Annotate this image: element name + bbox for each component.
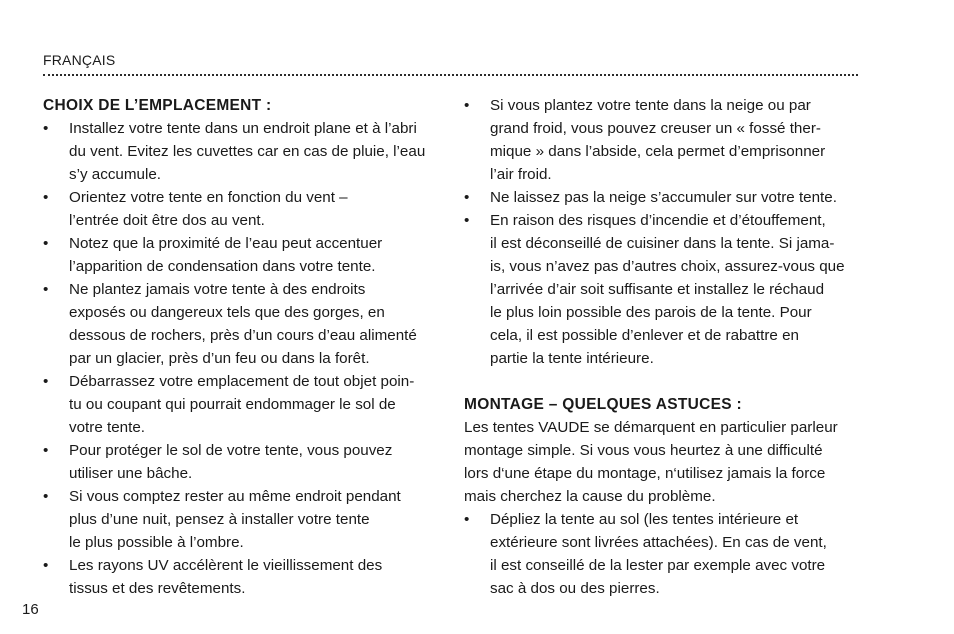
- list-item-line: tu ou coupant qui pourrait endommager le sol de: [69, 396, 396, 413]
- list-item-line: dessous de rochers, près d’un cours d’eau alimenté: [69, 327, 417, 344]
- list-item-line: Installez votre tente dans un endroit plane et à l’abri: [69, 120, 417, 137]
- paragraph-line: mais cherchez la cause du problème.: [464, 488, 716, 505]
- list-item-line: extérieure sont livrées attachées). En cas de vent,: [490, 534, 827, 551]
- left-column: [43, 94, 443, 600]
- language-label: FRANÇAIS: [43, 52, 116, 68]
- list-item: [43, 485, 443, 554]
- list-item: [43, 186, 443, 232]
- list-item-line: du vent. Evitez les cuvettes car en cas de pluie, l’eau: [69, 143, 426, 160]
- list-item-line: Les rayons UV accélèrent le vieillissement des: [69, 557, 383, 574]
- paragraph-line: montage simple. Si vous vous heurtez à une difficulté: [464, 442, 823, 459]
- list-item-line: utiliser une bâche.: [69, 465, 193, 482]
- list-item-line: s’y accumule.: [69, 166, 162, 183]
- site-choice-list: [43, 117, 443, 600]
- page-number: 16: [22, 601, 39, 618]
- bullet-symbol: •: [464, 212, 470, 229]
- bullet-symbol: •: [464, 97, 470, 114]
- paragraph-line: lors d‘une étape du montage, n‘utilisez jamais la force: [464, 465, 826, 482]
- list-item: [43, 278, 443, 370]
- list-item-line: l’arrivée d’air soit suffisante et installez le réchaud: [490, 281, 825, 298]
- list-item-line: Si vous comptez rester au même endroit pendant: [69, 488, 401, 505]
- list-item: [43, 554, 443, 600]
- list-item-line: Ne plantez jamais votre tente à des endroits: [69, 281, 366, 298]
- list-item-line: votre tente.: [69, 419, 145, 436]
- list-item-line: l’air froid.: [490, 166, 552, 183]
- list-item-line: il est déconseillé de cuisiner dans la tente. Si jama-: [490, 235, 835, 252]
- list-item: [43, 370, 443, 439]
- section-heading-setup-tips: MONTAGE – QUELQUES ASTUCES :: [464, 396, 742, 413]
- list-item-line: tissus et des revêtements.: [69, 580, 246, 597]
- list-item-line: sac à dos ou des pierres.: [490, 580, 660, 597]
- setup-tips-list: [464, 508, 860, 600]
- list-item: [464, 94, 860, 186]
- list-item-line: l’entrée doit être dos au vent.: [69, 212, 265, 229]
- list-item: [464, 186, 860, 209]
- list-item-line: grand froid, vous pouvez creuser un « fossé ther-: [490, 120, 821, 137]
- dotted-divider: [43, 74, 858, 76]
- list-item-line: le plus loin possible des parois de la tente. Pour: [490, 304, 812, 321]
- section-heading-site-choice: CHOIX DE L’EMPLACEMENT :: [43, 97, 272, 114]
- bullet-symbol: •: [43, 488, 49, 505]
- list-item: [43, 117, 443, 186]
- bullet-symbol: •: [43, 120, 49, 137]
- list-item-line: le plus possible à l’ombre.: [69, 534, 244, 551]
- list-item-line: mique » dans l’abside, cela permet d’emprisonner: [490, 143, 826, 160]
- bullet-symbol: •: [464, 189, 470, 206]
- list-item-line: Pour protéger le sol de votre tente, vous pouvez: [69, 442, 393, 459]
- list-item: [464, 508, 860, 600]
- list-item-line: Si vous plantez votre tente dans la neige ou par: [490, 97, 811, 114]
- list-item-line: Orientez votre tente en fonction du vent –: [69, 189, 348, 206]
- bullet-symbol: •: [43, 442, 49, 459]
- list-item: [464, 209, 860, 370]
- bullet-symbol: •: [43, 373, 49, 390]
- list-item-line: cela, il est possible d’enlever et de rabattre en: [490, 327, 799, 344]
- list-item-line: is, vous n’avez pas d’autres choix, assurez-vous que: [490, 258, 845, 275]
- list-item-line: Notez que la proximité de l’eau peut accentuer: [69, 235, 383, 252]
- list-item-line: il est conseillé de la lester par exemple avec votre: [490, 557, 826, 574]
- list-item-line: Débarrassez votre emplacement de tout objet poin-: [69, 373, 415, 390]
- section-spacer: [464, 370, 860, 393]
- bullet-symbol: •: [43, 235, 49, 252]
- list-item-line: En raison des risques d’incendie et d’étouffement,: [490, 212, 826, 229]
- cold-weather-list: [464, 94, 860, 370]
- bullet-symbol: •: [464, 511, 470, 528]
- list-item-line: par un glacier, près d’un feu ou dans la forêt.: [69, 350, 370, 367]
- bullet-symbol: •: [43, 557, 49, 574]
- list-item: [43, 232, 443, 278]
- list-item-line: partie la tente intérieure.: [490, 350, 654, 367]
- right-column: [464, 94, 860, 600]
- list-item: [43, 439, 443, 485]
- setup-intro-paragraph: [464, 416, 860, 508]
- list-item-line: l’apparition de condensation dans votre tente.: [69, 258, 376, 275]
- paragraph-line: Les tentes VAUDE se démarquent en particulier parleur: [464, 419, 838, 436]
- bullet-symbol: •: [43, 281, 49, 298]
- bullet-symbol: •: [43, 189, 49, 206]
- list-item-line: plus d’une nuit, pensez à installer votre tente: [69, 511, 370, 528]
- list-item-line: Dépliez la tente au sol (les tentes intérieure et: [490, 511, 799, 528]
- list-item-line: exposés ou dangereux tels que des gorges, en: [69, 304, 385, 321]
- list-item-line: Ne laissez pas la neige s’accumuler sur votre tente.: [490, 189, 837, 206]
